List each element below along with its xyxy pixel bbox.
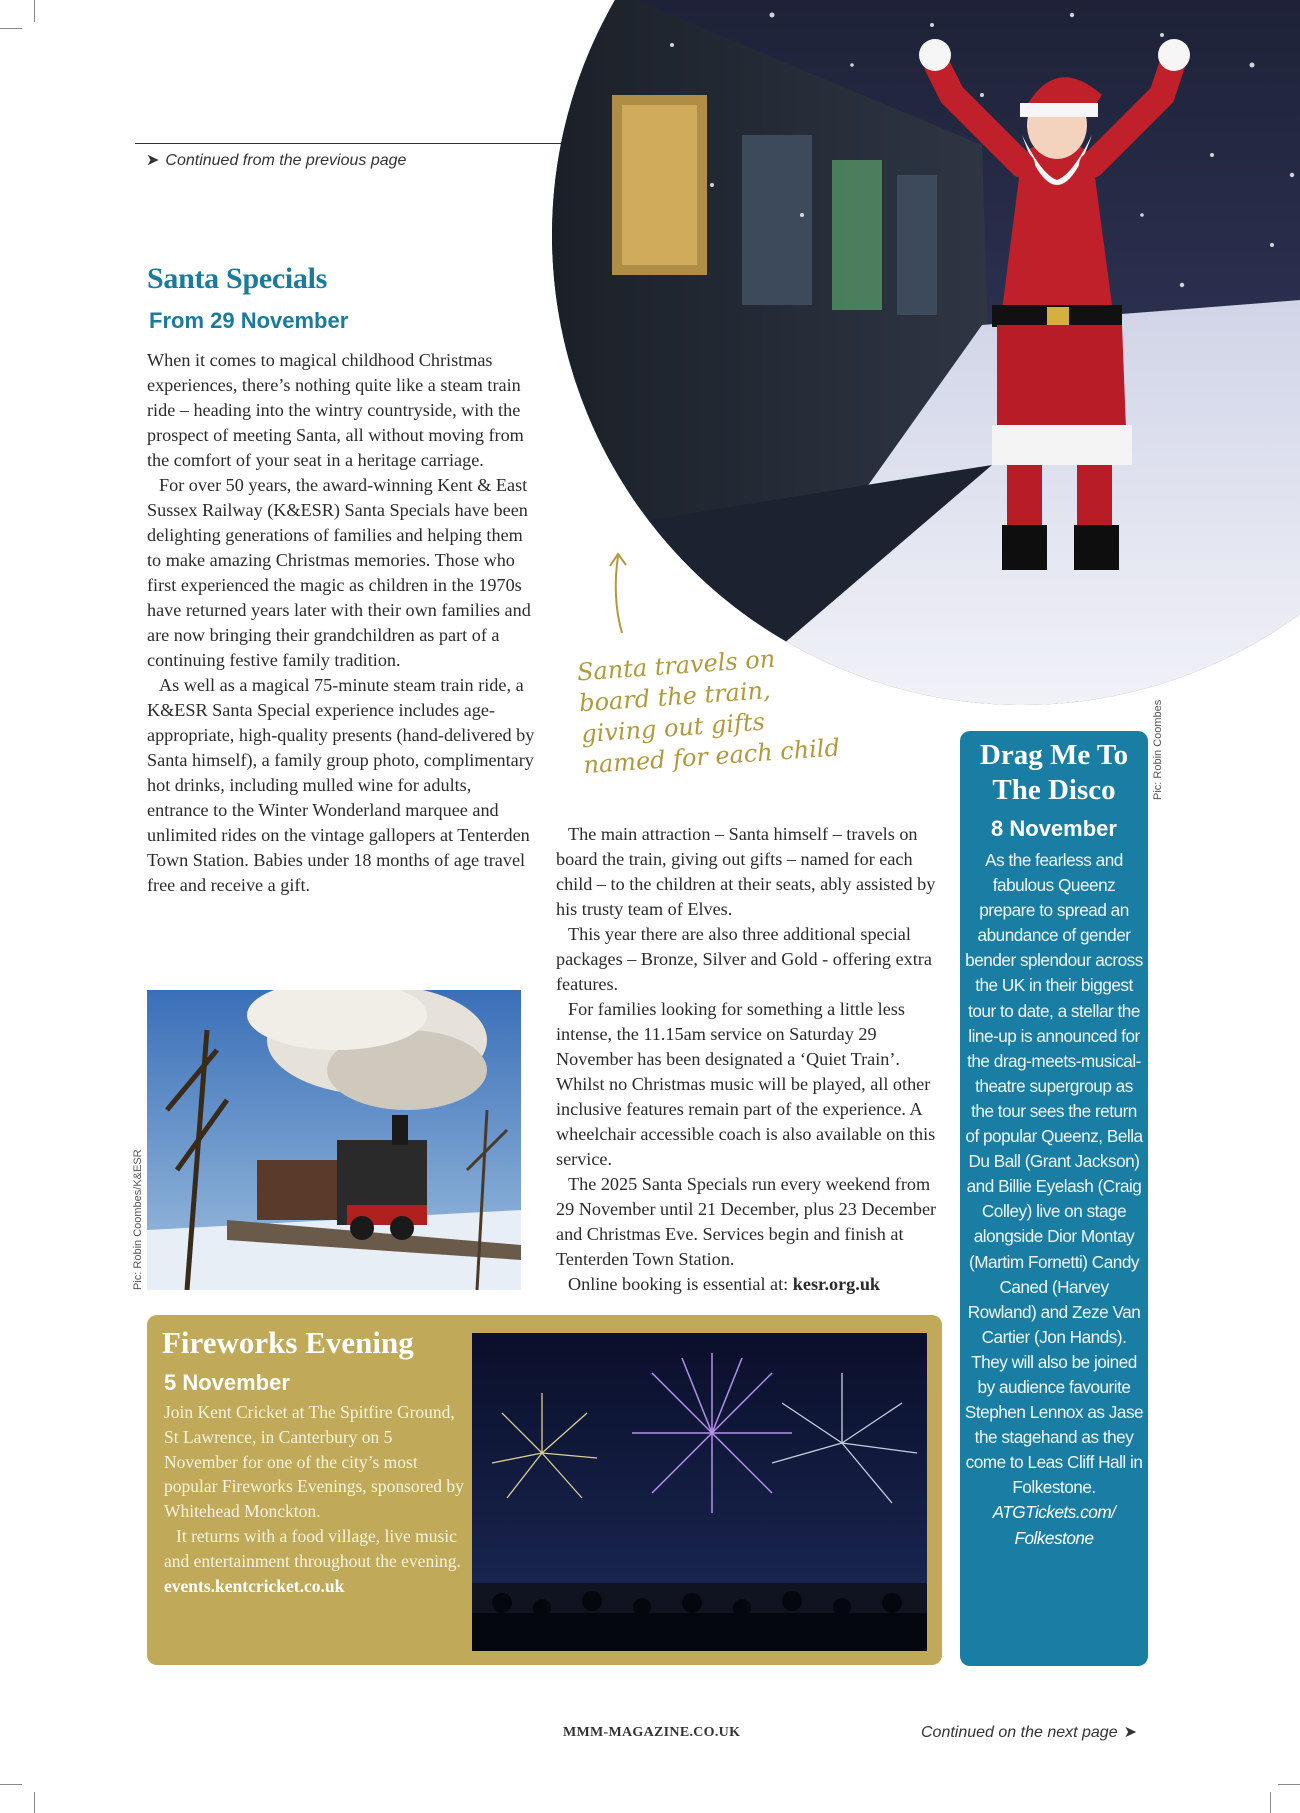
- continued-from-label: [146, 150, 406, 170]
- santa-paragraph: For families looking for something a little less intense, the 11.15am service on Saturday 29 November has been designated a ‘Quiet Train’. Whilst no Christmas music will be played, all other inclusive features remain part of the experience. A wheelchair accessible coach is also available on this service.: [556, 999, 936, 1169]
- santa-paragraph: The 2025 Santa Specials run every weekend from 29 November until 21 December, plus 23 December and Christmas Eve. Services begin and finish at Tenterden Town Station.: [556, 1174, 937, 1269]
- santa-specials-title: Santa Specials: [147, 262, 328, 295]
- crop-mark: [34, 0, 35, 22]
- crop-mark: [0, 28, 22, 29]
- photo-caption: Santa travels on board the train, giving out gifts named for each child: [576, 644, 841, 780]
- drag-text: [964, 848, 1144, 1551]
- fireworks-photo: [472, 1333, 927, 1651]
- main-photo-credit: Pic: Robin Coombes: [1152, 699, 1164, 800]
- crop-mark: [1278, 1784, 1300, 1785]
- santa-photo-illustration: [552, 0, 1300, 705]
- santa-specials-date: From 29 November: [149, 308, 349, 333]
- santa-paragraph: When it comes to magical childhood Christmas experiences, there’s nothing quite like a steam train ride – heading into the wintry countryside, with the prospect of meeting Santa, all without moving from the comfort of your seat in a heritage carriage.: [147, 350, 524, 470]
- continued-from-text: Continued from the previous page: [165, 152, 407, 169]
- header-rule: [135, 143, 565, 144]
- santa-column-2: [556, 822, 942, 1297]
- kesr-link[interactable]: kesr.org.uk: [792, 1274, 881, 1294]
- crop-mark: [34, 1792, 35, 1813]
- fireworks-illustration: [472, 1333, 927, 1651]
- continued-next-label: [921, 1722, 1137, 1742]
- crop-mark: [0, 1784, 22, 1785]
- booking-prefix: Online booking is essential at:: [568, 1274, 793, 1294]
- drag-body: As the fearless and fabulous Queenz prepare to spread an abundance of gender bender splendour across the UK in their biggest tour to date, a stellar the line-up is announced for the drag-meets-musical-theatre supergroup as the tour sees the return of popular Queenz, Bella Du Ball (Grant Jackson) and Billie Eyelash (Craig Colley) live on stage alongside Dior Montay (Martim Fornetti) Candy Caned (Harvey Rowland) and Zeze Van Cartier (Jon Hands). They will also be joined by audience favourite Stephen Lennox as Jase the stagehand as they come to Leas Cliff Hall in Folkestone.: [964, 850, 1144, 1498]
- santa-train-photo: [552, 0, 1300, 705]
- atg-tickets-link[interactable]: ATGTickets.com/ Folkestone: [992, 1502, 1116, 1548]
- santa-paragraph: The main attraction – Santa himself – travels on board the train, giving out gifts – named for each child – to the children at their seats, ably assisted by his trusty team of Elves.: [556, 824, 936, 919]
- arrow-right-icon: ➤: [146, 152, 160, 169]
- small-photo-credit: Pic: Robin Coombes/K&ESR: [132, 1149, 144, 1290]
- curved-arrow-icon: [600, 548, 640, 638]
- drag-date: 8 November: [991, 816, 1117, 841]
- santa-paragraph: This year there are also three additional special packages – Bronze, Silver and Gold - offering extra features.: [556, 924, 932, 994]
- steam-train-illustration: [147, 990, 521, 1290]
- arrow-right-icon: ➤: [1123, 1724, 1138, 1741]
- fireworks-link[interactable]: events.kentcricket.co.uk: [164, 1575, 345, 1596]
- fireworks-paragraph: It returns with a food village, live music and entertainment throughout the evening.: [164, 1525, 461, 1571]
- steam-train-photo: [147, 990, 521, 1290]
- fireworks-paragraph: Join Kent Cricket at The Spitfire Ground, St Lawrence, in Canterbury on 5 November for one of the city’s most popular Fireworks Evenings, sponsored by Whitehead Monckton.: [164, 1402, 464, 1522]
- drag-title: Drag Me To The Disco: [979, 739, 1129, 806]
- fireworks-title: Fireworks Evening: [162, 1325, 414, 1360]
- santa-column-1: [147, 348, 537, 898]
- fireworks-text: [164, 1400, 464, 1598]
- crop-mark: [1270, 1792, 1271, 1813]
- santa-paragraph: For over 50 years, the award-winning Kent & East Sussex Railway (K&ESR) Santa Specials have been delighting generations of families and helping them to make amazing Christmas memories. Those who first experienced the magic as children in the 1970s have returned years later with their own families and are now bringing their grandchildren as part of a continuing festive family tradition.: [147, 475, 531, 670]
- santa-paragraph: As well as a magical 75-minute steam train ride, a K&ESR Santa Special experience includes age-appropriate, high-quality presents (hand-delivered by Santa himself), a family group photo, complimentary hot drinks, including mulled wine for adults, entrance to the Winter Wonderland marquee and unlimited rides on the vintage gallopers at Tenterden Town Station. Babies under 18 months of age travel free and receive a gift.: [147, 675, 535, 895]
- booking-line: [556, 1272, 942, 1297]
- fireworks-date: 5 November: [164, 1370, 290, 1395]
- continued-next-text: Continued on the next page: [921, 1724, 1118, 1741]
- footer-site: MMM-MAGAZINE.CO.UK: [563, 1725, 741, 1740]
